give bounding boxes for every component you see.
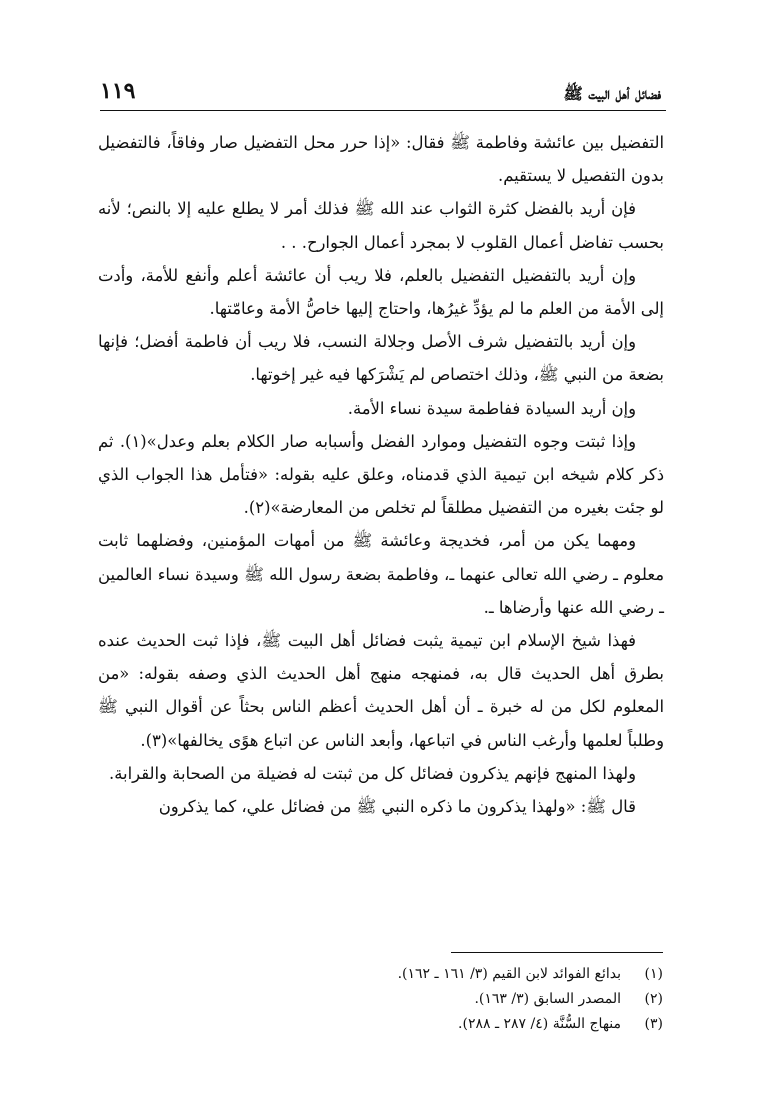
footnote	[98, 1012, 663, 1037]
footnote-number: (٢)	[644, 991, 663, 1007]
footnote-text: المصدر السابق (٣/ ١٦٣).	[474, 991, 621, 1007]
paragraph: ومهما يكن من أمر، فخديجة وعائشة ﷺ من أمهات المؤمنين، وفضلهما ثابت معلوم ـ رضي الله تعالى عنهما ـ، وفاطمة بضعة رسول الله ﷺ وسيدة نساء العالمين ـ رضي الله عنها وأرضاها ـ.	[98, 531, 664, 617]
paragraph: فإن أريد بالفضل كثرة الثواب عند الله ﷺ فذلك أمر لا يطلع عليه إلا بالنص؛ لأنه بحسب تفاضل أعمال القلوب لا بمجرد أعمال الجوارح. . .	[98, 199, 664, 252]
paragraph: وإن أريد بالتفضيل التفضيل بالعلم، فلا ريب أن عائشة أعلم وأنفع للأمة، وأدت إلى الأمة من العلم ما لم يؤدِّ غيرُها، واحتاج إليها خاصُّ الأمة وعامّتها.	[98, 265, 664, 319]
paragraph: قال ﷺ: «ولهذا يذكرون ما ذكره النبي ﷺ من فضائل علي، كما يذكرون	[158, 797, 636, 817]
paragraph: التفضيل بين عائشة وفاطمة ﷺ فقال: «إذا حرر محل التفضيل صار وفاقاً، فالتفضيل بدون التفصيل لا يستقيم.	[98, 133, 664, 186]
paragraph: فهذا شيخ الإسلام ابن تيمية يثبت فضائل أهل البيت ﷺ، فإذا ثبت الحديث عنده بطرق أهل الحديث قال به، فمنهجه منهج أهل الحديث الذي وصفه بقوله: «من المعلوم لكل من له خبرة ـ أن أهل الحديث أعظم الناس بحثاً عن أقوال النبي ﷺ وطلباً لعلمها وأرغب الناس في اتباعها، وأبعد الناس عن اتباع هوًى يخالفها»(٣).	[98, 631, 664, 750]
footnote-number: (١)	[644, 966, 663, 982]
main-text	[98, 126, 664, 823]
page-header	[100, 74, 661, 108]
paragraph: ولهذا المنهج فإنهم يذكرون فضائل كل من ثبتت له فضيلة من الصحابة والقرابة.	[109, 763, 636, 783]
footnote-divider	[451, 952, 663, 953]
header-divider	[100, 110, 666, 111]
footnote	[98, 987, 663, 1012]
page-number: ١١٩	[100, 78, 136, 104]
paragraph: وإن أريد السيادة ففاطمة سيدة نساء الأمة.	[347, 398, 636, 418]
running-title: فضائل أهل البيت ﷺ	[563, 84, 661, 103]
footnote-text: منهاج السُّنَّة (٤/ ٢٨٧ ـ ٢٨٨).	[458, 1016, 621, 1032]
paragraph: وإذا ثبتت وجوه التفضيل وموارد الفضل وأسبابه صار الكلام بعلم وعدل»(١). ثم ذكر كلام شيخه ابن تيمية الذي قدمناه، وعلق عليه بقوله: «فتأمل هذا الجواب الذي لو جئت بغيره من التفضيل مطلقاً لم تخلص من المعارضة»(٢).	[98, 431, 664, 518]
footnotes	[98, 962, 663, 1037]
footnote	[98, 962, 663, 987]
footnote-number: (٣)	[644, 1016, 663, 1032]
paragraph: وإن أريد بالتفضيل شرف الأصل وجلالة النسب، فلا ريب أن فاطمة أفضل؛ فإنها بضعة من النبي ﷺ، وذلك اختصاص لم يَشْرَكها فيه غير إخوتها.	[98, 332, 664, 385]
footnote-text: بدائع الفوائد لابن القيم (٣/ ١٦١ ـ ١٦٢).	[397, 966, 621, 982]
